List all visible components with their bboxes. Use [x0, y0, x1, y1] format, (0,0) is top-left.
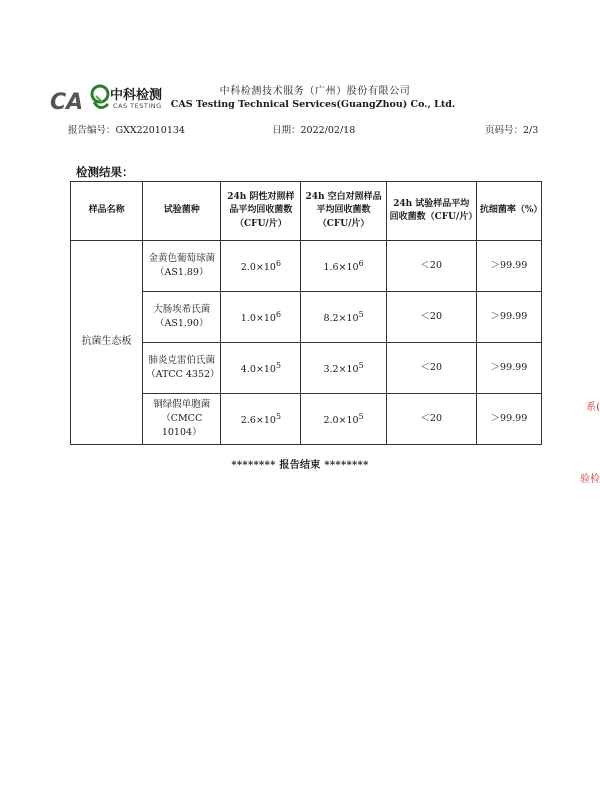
- report-date: 日期：2022/02/18: [272, 125, 356, 136]
- strain-cell: [143, 343, 221, 394]
- header-sample-name: 样品名称: [71, 182, 143, 241]
- blank-control-cell: [301, 394, 386, 445]
- value-mantissa: 2.0×10: [240, 261, 276, 273]
- test-sample-cell: ＜20: [386, 241, 476, 292]
- value-mantissa: 2.6×10: [240, 414, 276, 426]
- test-sample-cell: ＜20: [386, 394, 476, 445]
- blank-control-cell: [301, 343, 386, 394]
- header-blank-control: 24h 空白对照样品平均回收菌数（CFU/片）: [301, 182, 386, 241]
- value-mantissa: 1.0×10: [240, 312, 276, 324]
- strain-name: 肺炎克雷伯氏菌: [148, 355, 215, 367]
- strain-id: （ATCC 4352）: [146, 369, 220, 380]
- seal-fragment: 验检: [580, 474, 600, 485]
- value-mantissa: 1.6×10: [323, 261, 359, 273]
- results-table: [70, 181, 542, 445]
- strain-cell: [143, 394, 221, 445]
- negative-control-cell: [221, 241, 301, 292]
- strain-id: （CMCC 10104）: [161, 413, 203, 438]
- report-number: 报告编号：GXX22010134: [68, 125, 185, 136]
- header-antibacterial-rate: 抗细菌率（%）: [476, 182, 541, 241]
- negative-control-cell: [221, 394, 301, 445]
- strain-cell: [143, 241, 221, 292]
- blank-control-cell: [301, 292, 386, 343]
- value-exponent: 5: [275, 360, 281, 370]
- table-row: [71, 241, 542, 292]
- value-mantissa: 8.2×10: [323, 312, 359, 324]
- report-end-mark: ******** 报告结束 ********: [231, 460, 369, 471]
- strain-name: 金黄色葡萄球菌: [148, 253, 215, 265]
- value-exponent: 5: [358, 360, 364, 370]
- strain-id: （AS1.90）: [154, 318, 209, 329]
- company-name-en: CAS Testing Technical Services(GuangZhou) Co., Ltd.: [170, 99, 456, 110]
- value-exponent: 5: [358, 411, 364, 421]
- antibacterial-rate-cell: ＞99.99: [476, 394, 541, 445]
- logo-text-cn: 中科检测: [110, 88, 163, 103]
- value-exponent: 5: [358, 309, 364, 319]
- antibacterial-rate-cell: ＞99.99: [476, 343, 541, 394]
- header-test-sample: 24h 试验样品平均回收菌数（CFU/片）: [386, 182, 476, 241]
- svg-text:CA: CA: [50, 90, 84, 115]
- header-strain: 试验菌种: [143, 182, 221, 241]
- value-exponent: 6: [358, 258, 364, 268]
- results-title: 检测结果：: [76, 165, 134, 179]
- negative-control-cell: [221, 343, 301, 394]
- strain-name: 铜绿假单胞菌: [153, 399, 211, 411]
- value-exponent: 5: [275, 411, 281, 421]
- antibacterial-rate-cell: ＞99.99: [476, 292, 541, 343]
- sample-name-cell: 抗菌生态板: [71, 241, 143, 445]
- page-number: 页码号：2/3: [485, 125, 539, 136]
- value-mantissa: 3.2×10: [323, 363, 359, 375]
- antibacterial-rate-cell: ＞99.99: [476, 241, 541, 292]
- value-exponent: 6: [275, 309, 281, 319]
- value-mantissa: 4.0×10: [240, 363, 276, 375]
- negative-control-cell: [221, 292, 301, 343]
- test-sample-cell: ＜20: [386, 343, 476, 394]
- test-sample-cell: ＜20: [386, 292, 476, 343]
- value-mantissa: 2.0×10: [323, 414, 359, 426]
- blank-control-cell: [301, 241, 386, 292]
- header-negative-control: 24h 阴性对照样品平均回收菌数（CFU/片）: [221, 182, 301, 241]
- strain-id: （AS1.89）: [154, 267, 209, 278]
- value-exponent: 6: [275, 258, 281, 268]
- logo-text-en: CAS TESTING: [113, 102, 162, 110]
- seal-fragment: 系(: [586, 402, 600, 413]
- company-name-cn: 中科检测技术服务（广州）股份有限公司: [219, 86, 411, 97]
- strain-name: 大肠埃希氏菌: [153, 304, 211, 316]
- table-header-row: [71, 182, 542, 241]
- strain-cell: [143, 292, 221, 343]
